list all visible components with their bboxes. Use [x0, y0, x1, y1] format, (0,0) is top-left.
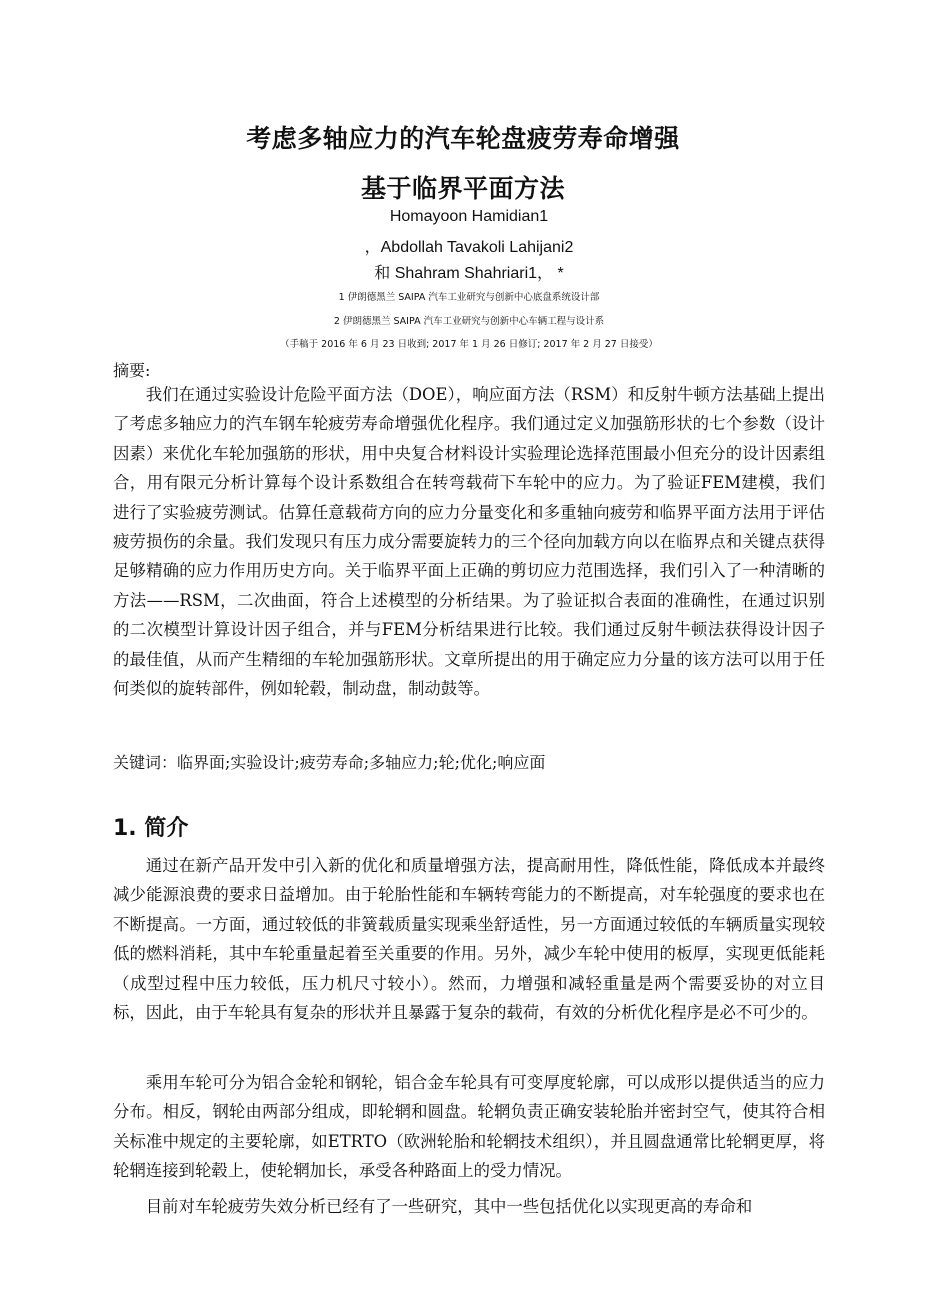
affiliation-1: 1 伊朗德黑兰 SAIPA 汽车工业研究与创新中心底盘系统设计部 — [338, 292, 600, 303]
manuscript-dates: （手稿于 2016 年 6 月 23 日收到; 2017 年 1 月 26 日修订; 2017 年 2 月 27 日接受） — [280, 339, 658, 350]
intro-paragraph-3: 目前对车轮疲劳失效分析已经有了一些研究，其中一些包括优化以实现更高的寿命和 — [145, 1197, 753, 1216]
keywords: 关键词：临界面;实验设计;疲劳寿命;多轴应力;轮;优化;响应面 — [113, 753, 546, 772]
author-line-2: ，Abdollah Tavakoli Lahijani2 — [364, 239, 574, 256]
section-heading-introduction: 1. 简介 — [113, 816, 189, 841]
author-line-3: 和 Shahram Shahriari1， * — [374, 265, 564, 282]
paper-title-line-1: 考虑多轴应力的汽车轮盘疲劳寿命增强 — [246, 124, 680, 153]
author-line-1: Homayoon Hamidian1 — [389, 208, 549, 225]
abstract-label: 摘要: — [113, 361, 151, 380]
intro-paragraph-1: 通过在新产品开发中引入新的优化和质量增强方法，提高耐用性，降低性能，降低成本并最终减少能源浪费的要求日益增加。由于轮胎性能和车辆转弯能力的不断提高，对车轮强度的要求也在不断提高。一方面，通过较低的非簧载质量实现乘坐舒适性，另一方面通过较低的车辆质量实现较低的燃料消耗，其中车轮重量起着至关重要的作用。另外，减少车轮中使用的板厚，实现更低能耗（成型过程中压力较低，压力机尺寸较小）。然而，力增强和减轻重量是两个需要妥协的对立目标，因此，由于车轮具有复杂的形状并且暴露于复杂的载荷，有效的分析优化程序是必不可少的。 — [113, 856, 825, 1023]
intro-paragraph-2: 乘用车轮可分为铝合金轮和钢轮，铝合金车轮具有可变厚度轮廓，可以成形以提供适当的应力分布。相反，钢轮由两部分组成，即轮辋和圆盘。轮辋负责正确安装轮胎并密封空气，使其符合相关标准中规定的主要轮廓，如ETRTO（欧洲轮胎和轮辋技术组织），并且圆盘通常比轮辋更厚，将轮辋连接到轮毂上，使轮辋加长，承受各种路面上的受力情况。 — [113, 1073, 825, 1181]
abstract-text: 我们在通过实验设计危险平面方法（DOE），响应面方法（RSM）和反射牛顿方法基础上提出了考虑多轴应力的汽车钢车轮疲劳寿命增强优化程序。我们通过定义加强筋形状的七个参数（设计因素）来优化车轮加强筋的形状，用中央复合材料设计实验理论选择范围最小但充分的设计因素组合，用有限元分析计算每个设计系数组合在转弯载荷下车轮中的应力。为了验证FEM建模，我们进行了实验疲劳测试。估算任意载荷方向的应力分量变化和多重轴向疲劳和临界平面方法用于评估疲劳损伤的余量。我们发现只有压力成分需要旋转力的三个径向加载方向以在临界点和关键点获得足够精确的应力作用历史方向。关于临界平面上正确的剪切应力范围选择，我们引入了一种清晰的方法——RSM，二次曲面，符合上述模型的分析结果。为了验证拟合表面的准确性，在通过识别的二次模型计算设计因子组合，并与FEM分析结果进行比较。我们通过反射牛顿法获得设计因子的最佳值，从而产生精细的车轮加强筋形状。文章所提出的用于确定应力分量的该方法可以用于任何类似的旋转部件，例如轮毂，制动盘，制动鼓等。 — [113, 385, 825, 699]
affiliation-2: 2 伊朗德黑兰 SAIPA 汽车工业研究与创新中心车辆工程与设计系 — [333, 316, 605, 327]
paper-title-line-2: 基于临界平面方法 — [360, 174, 565, 203]
